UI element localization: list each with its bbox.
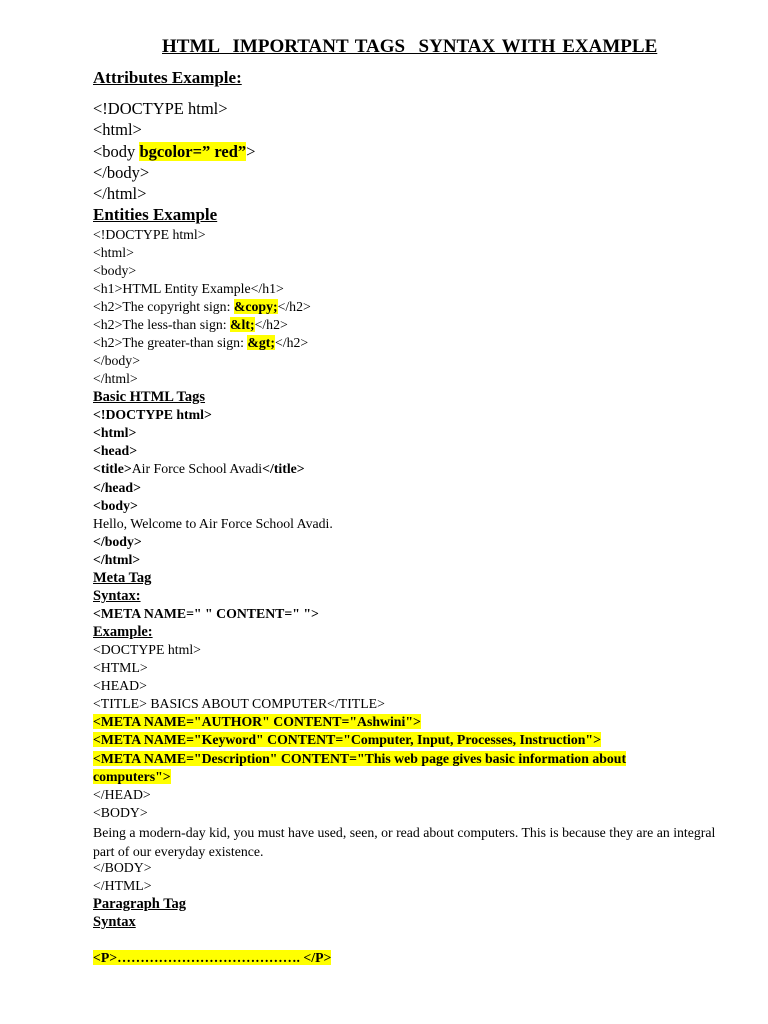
- code-line: <html>: [93, 245, 134, 260]
- code-line: Hello, Welcome to Air Force School Avadi.: [93, 516, 333, 531]
- code-tag: </title>: [262, 461, 305, 476]
- highlight: <META NAME="AUTHOR" CONTENT="Ashwini">: [93, 714, 421, 729]
- highlighted-code-line: [93, 950, 331, 966]
- code-tag: <title>: [93, 461, 132, 476]
- highlighted-attribute: bgcolor=” red”: [139, 142, 247, 161]
- highlighted-code-line: [93, 751, 626, 767]
- code-text: <h2>The less-than sign:: [93, 317, 231, 332]
- code-line: </body>: [93, 163, 150, 182]
- code-line: <!DOCTYPE html>: [93, 227, 206, 242]
- code-line: </body>: [93, 534, 142, 549]
- highlight: <META NAME="Keyword" CONTENT="Computer, Input, Processes, Instruction">: [93, 732, 601, 747]
- highlighted-entity: &copy;: [233, 299, 278, 314]
- code-line: </head>: [93, 480, 141, 495]
- highlighted-entity: &gt;: [247, 335, 275, 350]
- code-line: <html>: [93, 120, 142, 139]
- paragraph-syntax-label: Syntax: [93, 914, 136, 930]
- code-line: <!DOCTYPE html>: [93, 99, 228, 118]
- code-text: Air Force School Avadi: [131, 461, 263, 476]
- code-line: [93, 299, 311, 315]
- meta-heading: Meta Tag: [93, 570, 152, 586]
- highlight: <P>…………………………………. </P>: [93, 950, 332, 965]
- code-line: <DOCTYPE html>: [93, 642, 201, 657]
- code-line: </html>: [93, 184, 147, 203]
- code-line: <html>: [93, 425, 137, 440]
- code-text: <h2>The greater-than sign:: [93, 335, 248, 350]
- code-line: </BODY>: [93, 860, 152, 875]
- code-line: <HEAD>: [93, 678, 147, 693]
- code-line: [93, 317, 288, 333]
- code-line: </html>: [93, 552, 141, 567]
- code-line: [93, 142, 255, 162]
- entities-heading: Entities Example: [93, 205, 218, 224]
- code-text: <h2>The copyright sign:: [93, 299, 234, 314]
- code-line: [93, 461, 305, 477]
- highlighted-code-line: [93, 732, 601, 748]
- code-text: <body: [93, 142, 140, 161]
- code-line: <!DOCTYPE html>: [93, 407, 212, 422]
- highlighted-entity: &lt;: [230, 317, 255, 332]
- page-title: HTML IMPORTANT TAGS SYNTAX WITH EXAMPLE: [162, 36, 658, 57]
- code-line: <body>: [93, 498, 138, 513]
- code-line: <BODY>: [93, 805, 148, 820]
- basic-tags-heading: Basic HTML Tags: [93, 389, 206, 405]
- code-line: </HTML>: [93, 878, 152, 893]
- code-line: <h1>HTML Entity Example</h1>: [93, 281, 284, 296]
- code-text: </h2>: [274, 335, 309, 350]
- highlighted-code-line: [93, 714, 421, 730]
- code-text: </h2>: [277, 299, 311, 314]
- code-line: <HTML>: [93, 660, 148, 675]
- meta-example-label: Example:: [93, 624, 153, 640]
- code-line: <TITLE> BASICS ABOUT COMPUTER</TITLE>: [93, 696, 385, 711]
- attributes-heading: Attributes Example:: [93, 68, 242, 87]
- code-line: [93, 335, 308, 351]
- body-paragraph: Being a modern-day kid, you must have used, seen, or read about computers. This is because they are an integral part of our everyday existence.: [93, 825, 716, 859]
- code-text: </h2>: [254, 317, 288, 332]
- meta-syntax-label: Syntax:: [93, 588, 141, 604]
- highlighted-code-line: [93, 769, 171, 785]
- paragraph-heading: Paragraph Tag: [93, 896, 187, 912]
- code-line: </html>: [93, 371, 138, 386]
- code-line: </body>: [93, 353, 140, 368]
- highlight: computers">: [93, 769, 171, 784]
- code-line: <head>: [93, 443, 138, 458]
- code-text: >: [246, 142, 256, 161]
- code-line: </HEAD>: [93, 787, 151, 802]
- code-line: <META NAME=" " CONTENT=" ">: [93, 606, 319, 621]
- highlight: <META NAME="Description" CONTENT="This web page gives basic information about: [93, 751, 627, 766]
- code-line: <body>: [93, 263, 137, 278]
